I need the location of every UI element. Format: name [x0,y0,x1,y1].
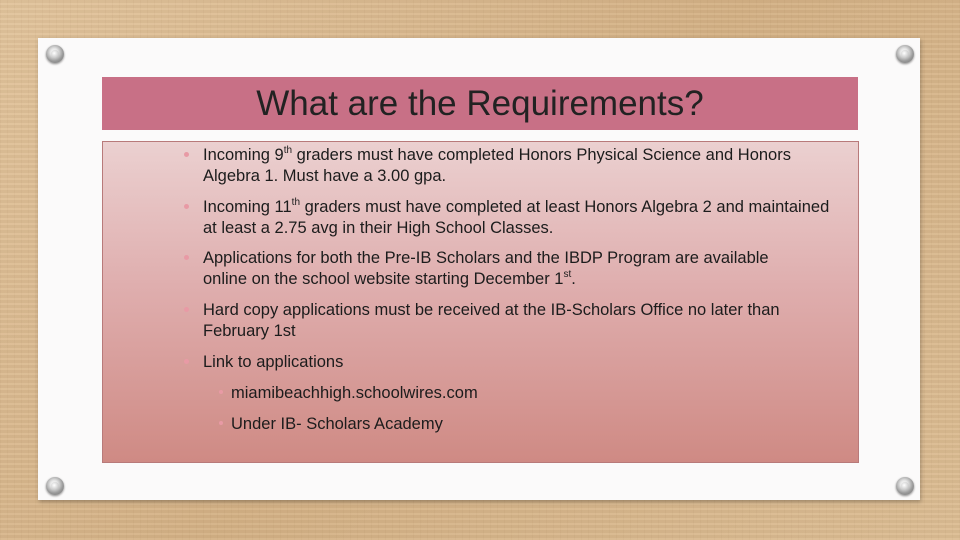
bullet-dot [184,359,189,364]
bullet-item: Link to applications [203,353,344,371]
title-bar [102,77,858,130]
bullet-dot [184,204,189,209]
application-link-text: miamibeachhigh.schoolwires.com [231,384,478,402]
bullet-item: Incoming 11th graders must have completed at least Honors Algebra 2 and maintained at least a 2.75 avg in their High School Classes. [203,196,830,237]
pushpin-icon [896,45,914,63]
pushpin-icon [896,477,914,495]
bullet-dot [184,307,189,312]
pushpin-icon [46,45,64,63]
bullet-dot [184,152,189,157]
bullet-item: Incoming 9th graders must have completed Honors Physical Science and Honors Algebra 1. Must have a 3.00 gpa. [203,144,791,185]
sub-bullet-dot [219,390,223,394]
bullet-dot [184,255,189,260]
bullet-item: Applications for both the Pre-IB Scholars and the IBDP Program are available online on the school website starting December 1st. [203,249,769,288]
bullet-item: Hard copy applications must be received at the IB-Scholars Office no later than February 1st [203,301,780,340]
slide-title: What are the Requirements? [256,84,704,123]
pushpin-icon [46,477,64,495]
sub-bullet-dot [219,421,223,425]
sub-bullet-item: Under IB- Scholars Academy [231,415,443,433]
